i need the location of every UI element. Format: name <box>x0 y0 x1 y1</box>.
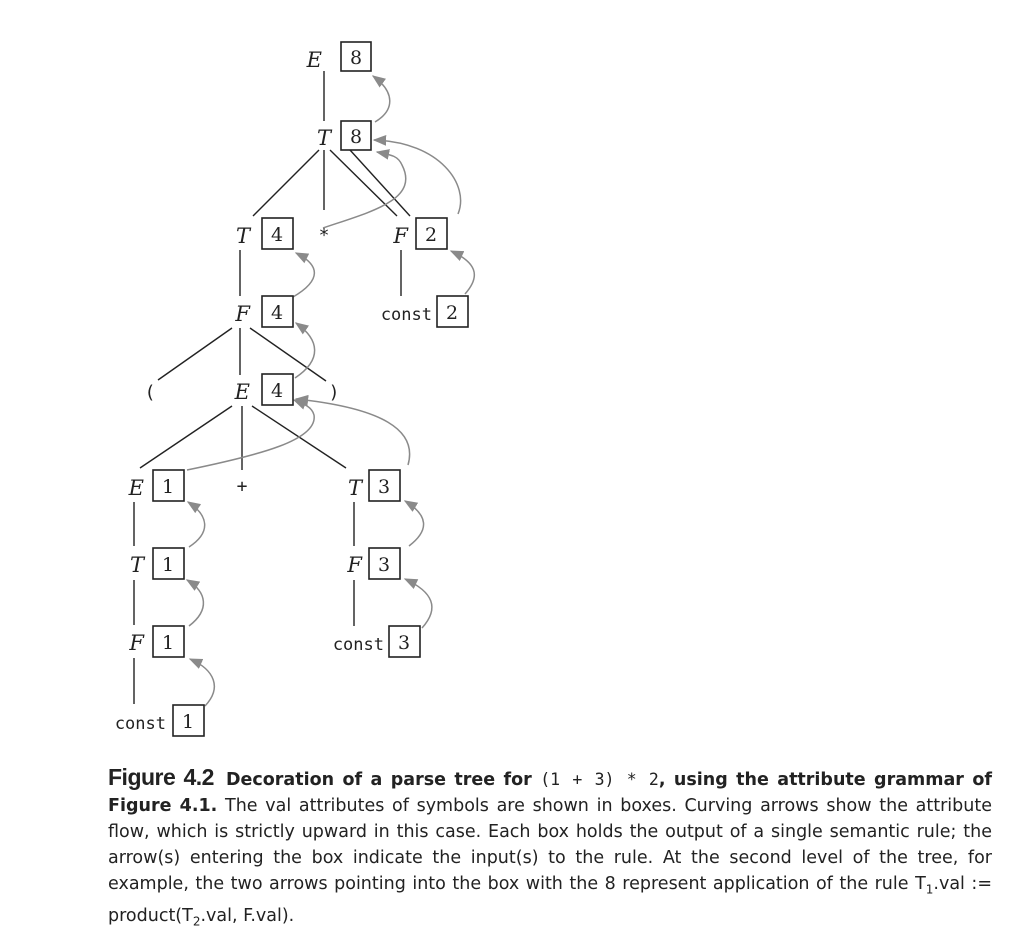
node-label: E <box>234 380 250 404</box>
rule-end: .val, F.val). <box>200 905 295 926</box>
node-const-3 <box>333 626 420 657</box>
right-paren: ) <box>328 382 340 403</box>
caption-body: The val attributes of symbols are shown in boxes. Curving arrows show the attribute flow, which is strictly upward in this case. Each box holds the output of a single semantic rule; the arrow(s) entering the box indicate the input(s) to the rule. At the second level of the tree, for example, the two arrows pointing into the box with the 8 represent application of the rule <box>108 796 992 894</box>
caption-lead-text: Decoration of a parse tree for <box>225 770 532 790</box>
value-text: 8 <box>349 126 363 148</box>
node-label: E <box>128 476 144 500</box>
node-f-4 <box>234 296 293 327</box>
value-text: 3 <box>377 554 391 576</box>
node-t-3 <box>348 470 400 501</box>
rule-mid: .val := product(T <box>108 874 992 926</box>
value-text: 4 <box>270 224 284 246</box>
node-label: T <box>347 476 362 500</box>
node-label: F <box>393 224 408 248</box>
caption-expression: (1 + 3) * 2 <box>540 770 659 789</box>
node-label: F <box>347 553 362 577</box>
node-label: const <box>380 305 432 325</box>
caption-lead-tail: , using the attribute grammar of <box>658 770 992 790</box>
node-f-1 <box>128 626 184 657</box>
node-label: E <box>306 48 322 72</box>
times-operator: * <box>318 225 330 246</box>
value-text: 3 <box>397 632 411 654</box>
value-text: 4 <box>270 302 284 324</box>
rule-sub-2: 2 <box>192 914 201 928</box>
node-label: F <box>235 302 250 326</box>
node-f-3 <box>346 548 400 579</box>
rule-sub-1: 1 <box>925 882 934 897</box>
value-text: 2 <box>424 224 438 246</box>
left-paren: ( <box>144 382 156 403</box>
value-text: 4 <box>270 380 284 402</box>
node-label: const <box>114 714 166 734</box>
node-label: T <box>129 553 144 577</box>
rule-t: T <box>915 874 926 894</box>
node-t-4 <box>236 218 293 249</box>
node-t-1 <box>130 548 184 579</box>
node-e-4 <box>234 374 293 405</box>
node-e-1 <box>128 470 184 501</box>
node-label: T <box>235 224 250 248</box>
value-text: 3 <box>377 476 391 498</box>
node-label: T <box>316 126 331 150</box>
value-text: 1 <box>181 711 195 733</box>
node-const-1 <box>115 705 204 736</box>
node-t-8 <box>317 121 371 150</box>
node-label: F <box>129 631 144 655</box>
plus-operator: + <box>236 476 248 497</box>
figure-label: Figure 4.2 <box>108 764 214 790</box>
value-text: 2 <box>445 302 459 324</box>
value-text: 1 <box>161 476 175 498</box>
node-const-2 <box>381 296 468 327</box>
node-e-root <box>306 42 371 72</box>
value-text: 1 <box>161 632 175 654</box>
node-label: const <box>332 635 384 655</box>
value-text: 8 <box>349 47 363 69</box>
figure-reference: Figure 4.1. <box>108 796 218 816</box>
figure-caption <box>108 764 992 934</box>
node-f-2 <box>392 218 447 249</box>
value-text: 1 <box>161 554 175 576</box>
